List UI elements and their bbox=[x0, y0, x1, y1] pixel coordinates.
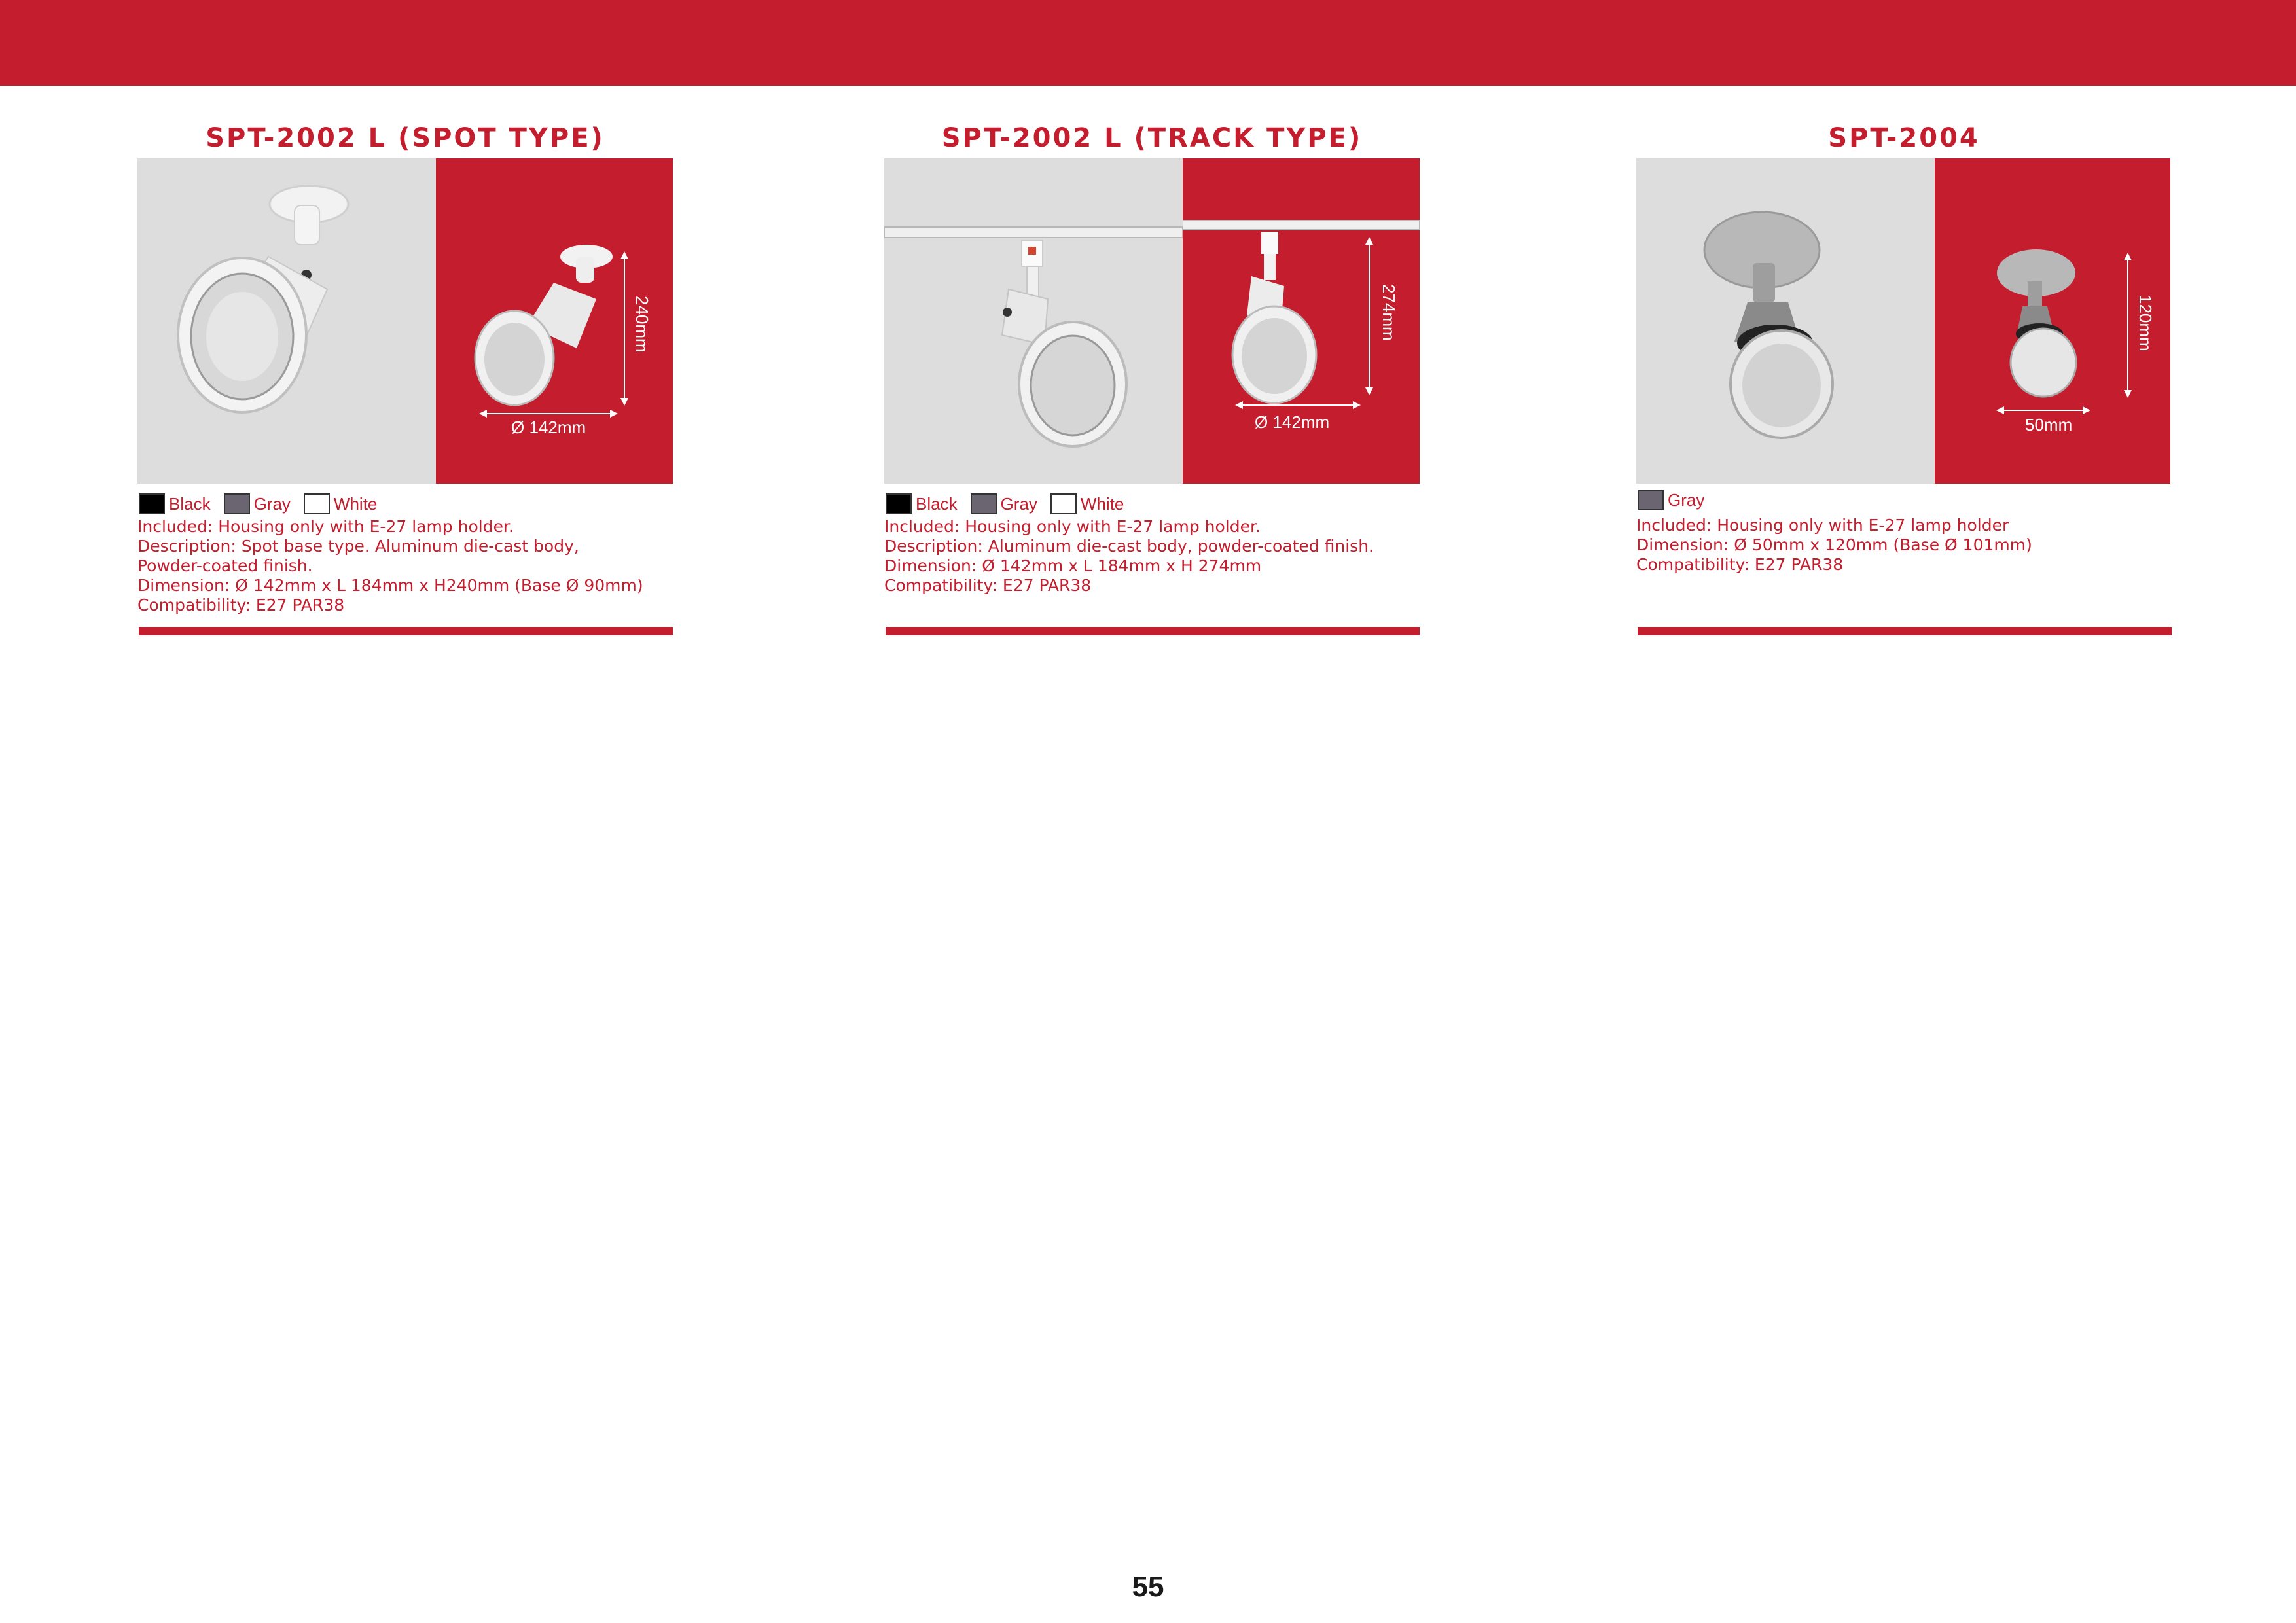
product-photo bbox=[1636, 158, 2172, 484]
dimension-height-label: 240mm bbox=[632, 296, 652, 353]
color-options bbox=[139, 492, 390, 516]
color-swatch bbox=[1050, 493, 1077, 514]
color-swatch bbox=[304, 493, 330, 514]
product-specs bbox=[137, 517, 673, 615]
spec-included: Included: Housing only with E-27 lamp holder bbox=[1636, 516, 2009, 535]
color-label: Gray bbox=[253, 493, 291, 514]
product-photo-main bbox=[1636, 158, 1935, 484]
color-swatch bbox=[224, 493, 250, 514]
card-bottom-bar bbox=[139, 627, 673, 635]
spec-included: Included: Housing only with E-27 lamp holder. bbox=[884, 517, 1261, 536]
color-label: White bbox=[1080, 493, 1124, 514]
product-card-spt-2002-spot bbox=[137, 118, 673, 641]
color-label: Gray bbox=[1000, 493, 1037, 514]
color-option-gray bbox=[224, 493, 291, 514]
spec-included: Included: Housing only with E-27 lamp holder. bbox=[137, 517, 514, 536]
product-title: SPT-2004 bbox=[1828, 123, 1980, 153]
product-photo bbox=[884, 158, 1420, 484]
spec-compatibility: Compatibility: E27 PAR38 bbox=[137, 596, 345, 615]
dimension-width-label: 50mm bbox=[2025, 415, 2073, 435]
color-option-white bbox=[1050, 493, 1124, 514]
card-bottom-bar bbox=[886, 627, 1420, 635]
product-title: SPT-2002 L (TRACK TYPE) bbox=[941, 123, 1363, 153]
color-swatch bbox=[971, 493, 997, 514]
color-swatch bbox=[886, 493, 912, 514]
color-label: Black bbox=[916, 493, 958, 514]
color-option-black bbox=[139, 493, 211, 514]
product-card-spt-2004 bbox=[1636, 118, 2172, 641]
color-option-black bbox=[886, 493, 958, 514]
color-label: Gray bbox=[1668, 490, 1705, 510]
color-option-gray bbox=[1638, 490, 1704, 510]
color-swatch bbox=[139, 493, 165, 514]
product-photo bbox=[137, 158, 673, 484]
product-specs bbox=[1636, 516, 2172, 575]
spec-description: Description: Spot base type. Aluminum die-cast body, bbox=[137, 537, 579, 556]
spec-compatibility: Compatibility: E27 PAR38 bbox=[1636, 555, 1844, 574]
product-photo-main bbox=[884, 158, 1183, 484]
color-option-gray bbox=[971, 493, 1037, 514]
spec-dimension: Dimension: Ø 50mm x 120mm (Base Ø 101mm) bbox=[1636, 535, 2032, 554]
spec-description: Description: Aluminum die-cast body, powder-coated finish. bbox=[884, 537, 1374, 556]
color-options bbox=[1638, 488, 1717, 512]
dimension-height-label: 120mm bbox=[2136, 294, 2155, 351]
product-photo-dimensions bbox=[1935, 158, 2170, 484]
spec-description-cont: Powder-coated finish. bbox=[137, 556, 313, 575]
dimension-width-label: Ø 142mm bbox=[511, 418, 586, 437]
color-label: White bbox=[333, 493, 378, 514]
color-option-white bbox=[304, 493, 377, 514]
spec-compatibility: Compatibility: E27 PAR38 bbox=[884, 576, 1092, 595]
spec-dimension: Dimension: Ø 142mm x L 184mm x H 274mm bbox=[884, 556, 1262, 575]
product-card-spt-2002-track bbox=[884, 118, 1420, 641]
product-title: SPT-2002 L (SPOT TYPE) bbox=[206, 123, 605, 153]
product-photo-dimensions bbox=[436, 158, 673, 484]
product-photo-dimensions bbox=[1183, 158, 1420, 484]
color-label: Black bbox=[169, 493, 211, 514]
spec-dimension: Dimension: Ø 142mm x L 184mm x H240mm (Base Ø 90mm) bbox=[137, 576, 643, 595]
color-swatch bbox=[1638, 490, 1664, 510]
product-photo-main bbox=[137, 158, 436, 484]
dimension-height-label: 274mm bbox=[1379, 284, 1399, 341]
product-specs bbox=[884, 517, 1420, 596]
color-options bbox=[886, 492, 1137, 516]
dimension-width-label: Ø 142mm bbox=[1255, 412, 1330, 432]
card-bottom-bar bbox=[1638, 627, 2172, 635]
page-number: 55 bbox=[1132, 1571, 1164, 1603]
header-band bbox=[0, 0, 2296, 86]
